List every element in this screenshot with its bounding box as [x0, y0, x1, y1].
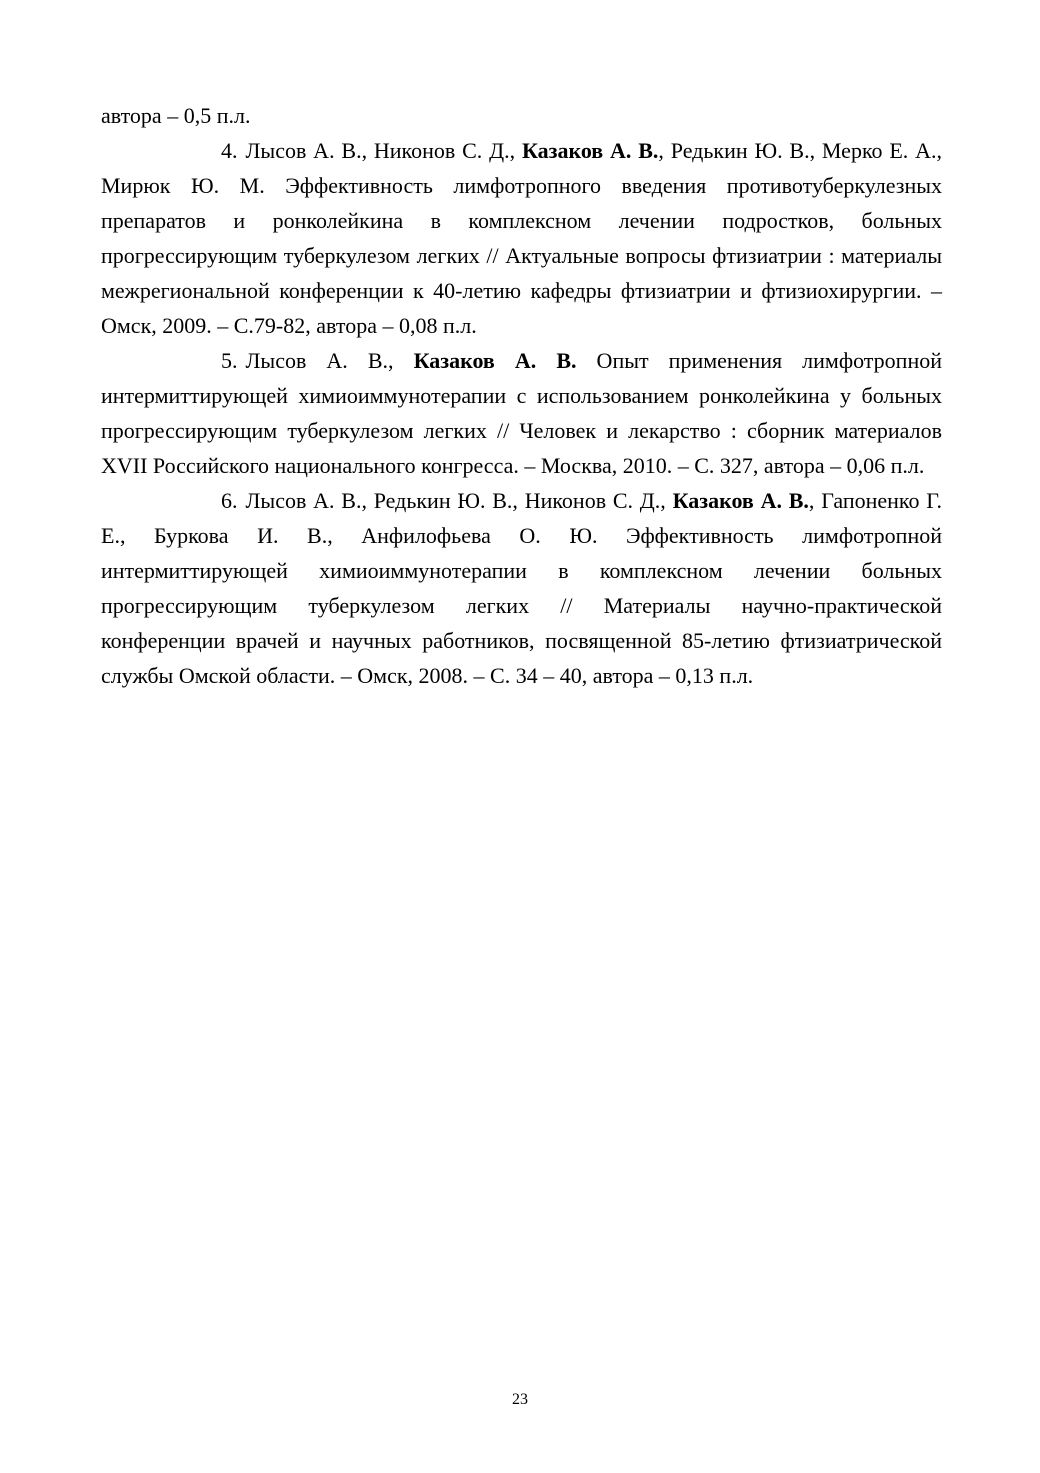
- reference-number-4: 4.: [221, 138, 238, 163]
- reference-item-5: [101, 343, 942, 483]
- reference-text-6: Гапоненко Г. Е., Буркова И. В., Анфилофьева О. Ю. Эффективность лимфотропной интермиттирующей химиоиммунотерапии в комплексном лечении больных прогрессирующим туберкулезом легких // Материалы научно-практической конференции врачей и научных работников, посвященной 85-летию фтизиатрической службы Омской области. – Омск, 2008. – С. 34 – 40, автора – 0,13 п.л.: [101, 488, 943, 688]
- reference-item-4: [101, 133, 942, 343]
- reference-lead-4: [161, 138, 815, 163]
- reference-number-5: 5.: [221, 348, 238, 373]
- reference-authors-after-6: ,: [808, 488, 815, 513]
- reference-authors-before-4: Лысов А. В., Никонов С. Д.,: [245, 138, 516, 163]
- reference-item-6: [101, 483, 942, 693]
- reference-authors-before-5: Лысов А. В.,: [245, 348, 394, 373]
- reference-text-5: интермиттирующей химиоиммунотерапии с использованием ронколейкина у больных прогрессирующим туберкулезом легких // Человек и лекарство : сборник материалов XVII Российского национального конгресса. – Москва, 2010. – С. 327, автора – 0,06 п.л.: [101, 383, 942, 478]
- reference-author-bold-4: Казаков А. В.: [521, 138, 659, 163]
- document-body: [101, 98, 942, 693]
- reference-authors-after-5: Опыт применения лимфотропной: [576, 348, 942, 373]
- reference-lead-5: [161, 348, 942, 373]
- continuation-line: автора – 0,5 п.л.: [101, 103, 251, 128]
- reference-authors-before-6: Лысов А. В., Редькин Ю. В., Никонов С. Д.,: [245, 488, 666, 513]
- reference-text-4: Мерко Е. А., Мирюк Ю. М. Эффективность лимфотропного введения противотуберкулезных препаратов и ронколейкина в комплексном лечении подростков, больных прогрессирующим туберкулезом легких // Актуальные вопросы фтизиатрии : материалы межрегиональной конференции к 40-летию кафедры фтизиатрии и фтизиохирургии. – Омск, 2009. – С.79-82, автора – 0,08 п.л.: [101, 138, 942, 338]
- reference-lead-6: [161, 488, 814, 513]
- page-number: 23: [512, 1391, 528, 1408]
- reference-authors-after-4: , Редькин Ю. В.,: [658, 138, 816, 163]
- reference-author-bold-5: Казаков А. В.: [413, 348, 577, 373]
- reference-number-6: 6.: [221, 488, 238, 513]
- reference-author-bold-6: Казаков А. В.: [672, 488, 809, 513]
